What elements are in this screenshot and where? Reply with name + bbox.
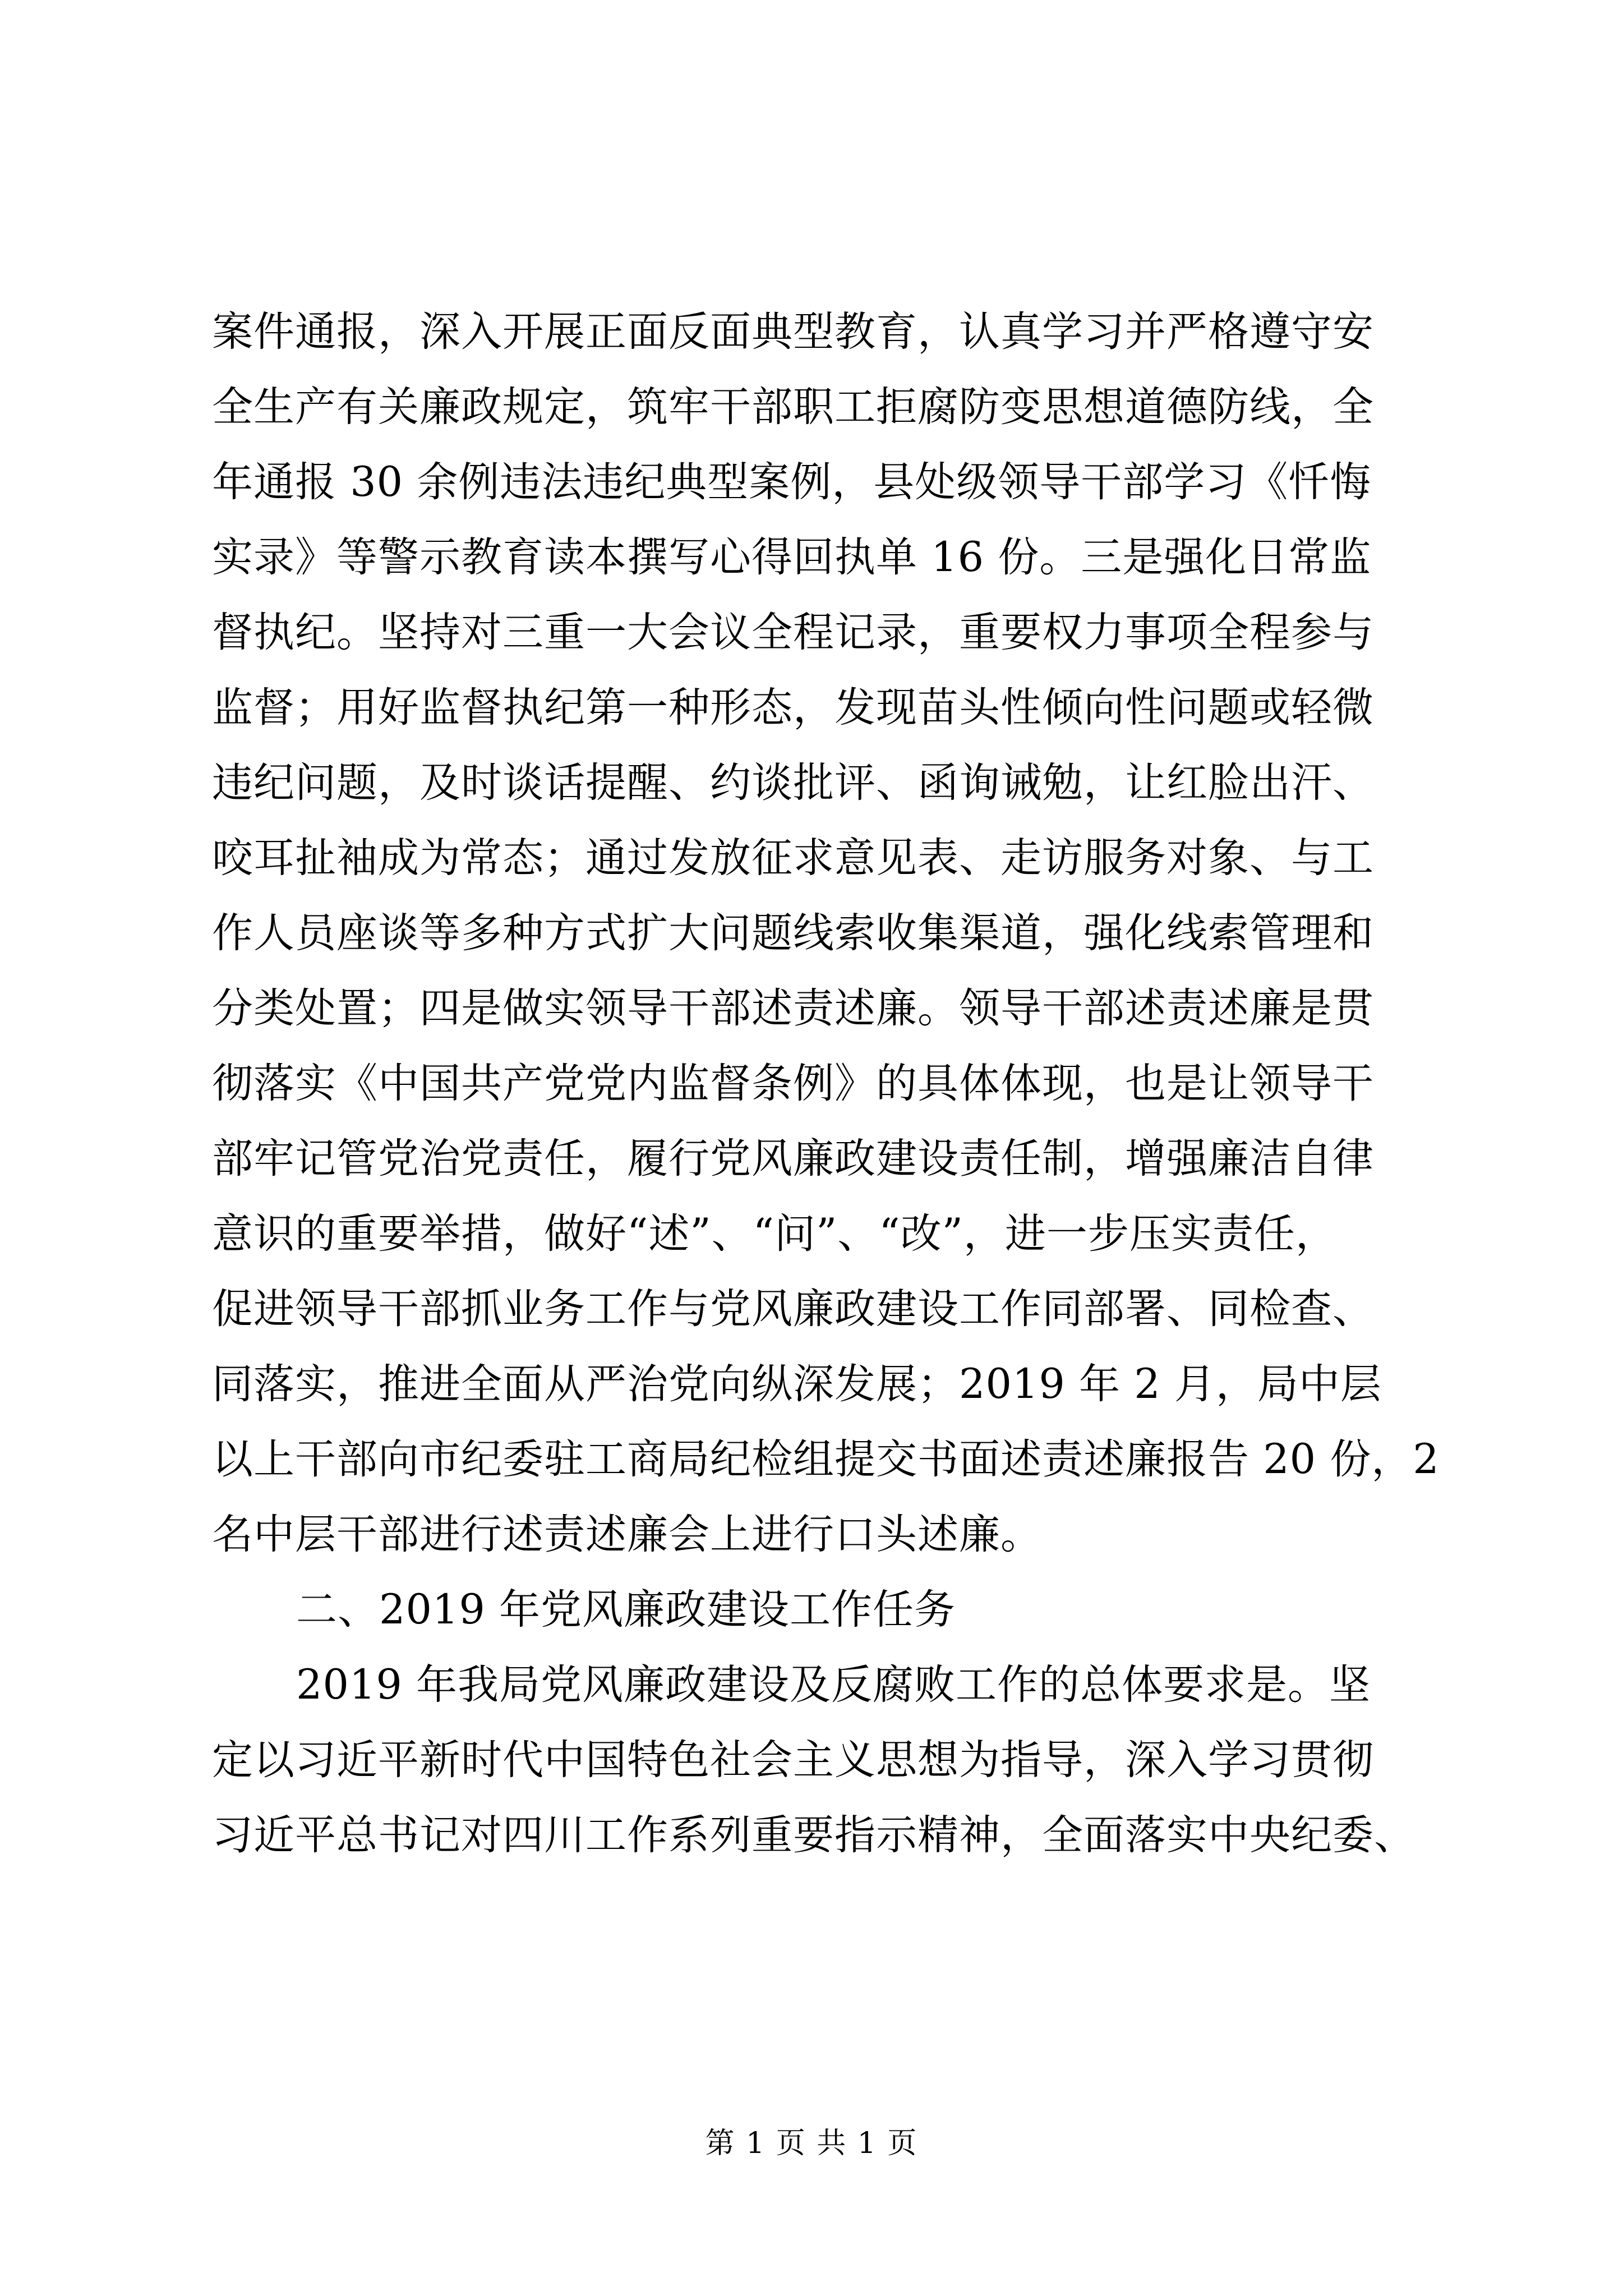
paragraph-line: 监督；用好监督执纪第一种形态，发现苗头性倾向性问题或轻微 [212,684,1374,731]
body-text [212,295,1440,1873]
paragraph-line: 定以习近平新时代中国特色社会主义思想为指导，深入学习贯彻 [212,1736,1374,1784]
page-footer: 第 1 页 共 1 页 [705,2127,918,2160]
paragraph-line: 名中层干部进行述责述廉会上进行口头述廉。 [212,1511,1042,1558]
paragraph-line: 全生产有关廉政规定，筑牢干部职工拒腐防变思想道德防线，全 [212,383,1374,431]
paragraph-line: 以上干部向市纪委驻工商局纪检组提交书面述责述廉报告 20 份，2 [212,1435,1440,1483]
paragraph-line: 分类处置；四是做实领导干部述责述廉。领导干部述责述廉是贯 [212,984,1374,1032]
paragraph-line: 意识的重要举措，做好“述”、“问”、“改”，进一步压实责任， [212,1210,1337,1258]
section-heading: 二、2019 年党风廉政建设工作任务 [296,1586,956,1634]
paragraph-line: 年通报 30 余例违法违纪典型案例，县处级领导干部学习《忏悔 [212,458,1372,506]
paragraph-line: 同落实，推进全面从严治党向纵深发展；2019 年 2 月，局中层 [212,1360,1382,1408]
paragraph-line: 部牢记管党治党责任，履行党风廉政建设责任制，增强廉洁自律 [212,1135,1374,1182]
paragraph-line: 实录》等警示教育读本撰写心得回执单 16 份。三是强化日常监 [212,533,1372,581]
paragraph-line: 2019 年我局党风廉政建设及反腐败工作的总体要求是。坚 [296,1661,1371,1709]
paragraph-line: 彻落实《中国共产党党内监督条例》的具体体现，也是让领导干 [212,1060,1374,1107]
paragraph-line: 咬耳扯袖成为常态；通过发放征求意见表、走访服务对象、与工 [212,834,1374,882]
paragraph-line: 案件通报，深入开展正面反面典型教育，认真学习并严格遵守安 [212,308,1374,356]
paragraph-line: 作人员座谈等多种方式扩大问题线索收集渠道，强化线索管理和 [212,909,1374,957]
paragraph-line: 违纪问题，及时谈话提醒、约谈批评、函询诫勉，让红脸出汗、 [212,759,1374,807]
paragraph-line: 促进领导干部抓业务工作与党风廉政建设工作同部署、同检查、 [212,1285,1374,1333]
paragraph-line: 督执纪。坚持对三重一大会议全程记录，重要权力事项全程参与 [212,609,1374,656]
paragraph-line: 习近平总书记对四川工作系列重要指示精神，全面落实中央纪委、 [212,1811,1415,1859]
